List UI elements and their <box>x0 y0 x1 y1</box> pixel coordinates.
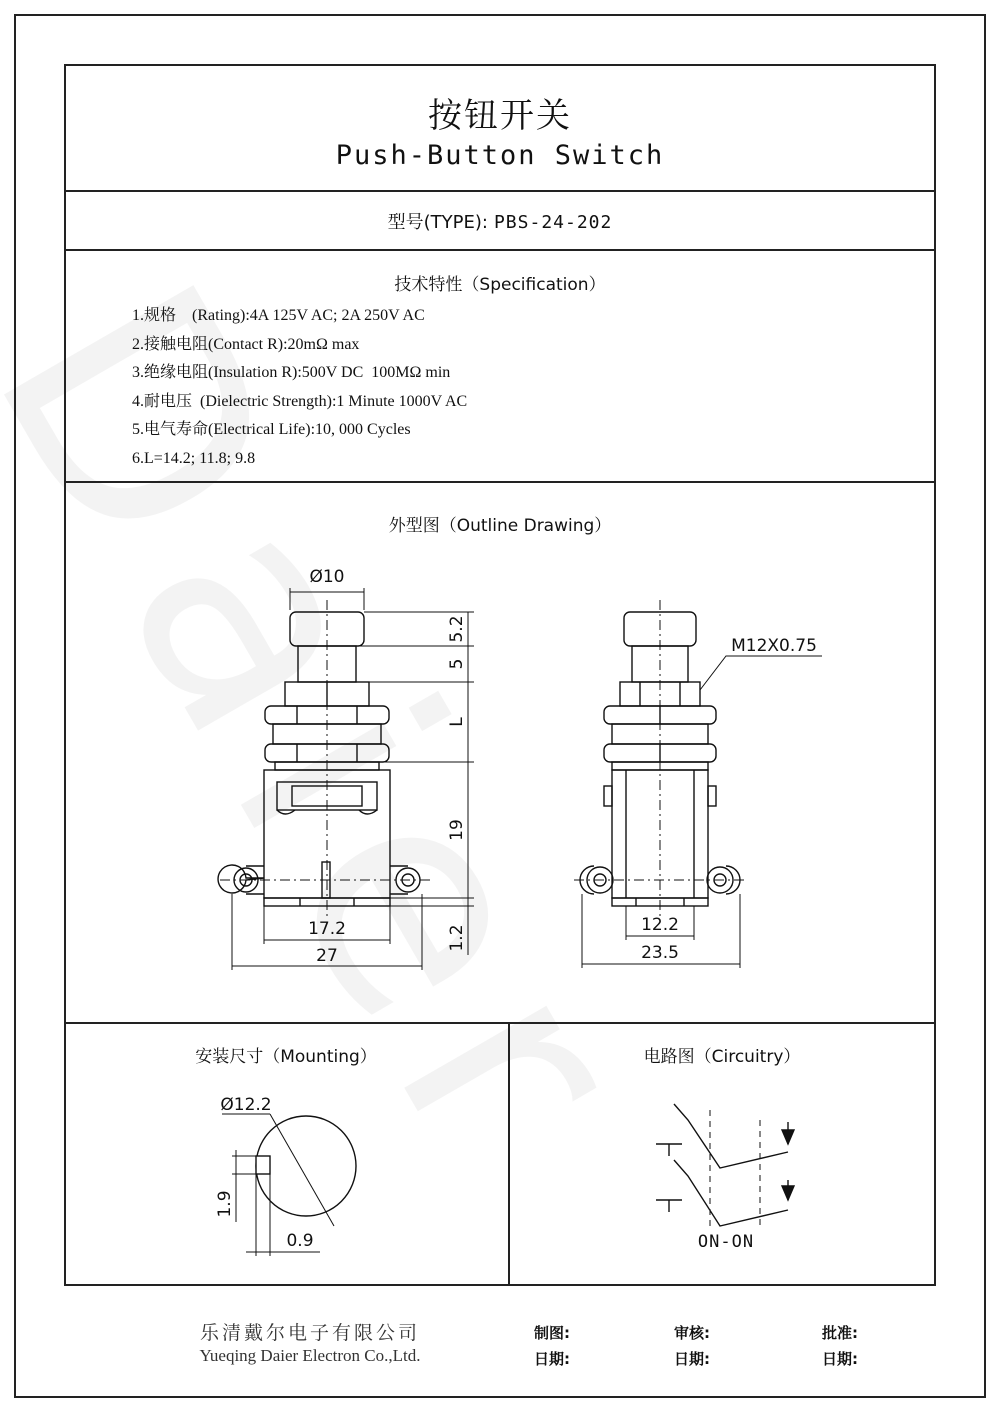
dim-stem-height: 5 <box>447 658 467 670</box>
dim-cap-height: 5.2 <box>447 615 467 643</box>
side-view <box>574 600 746 920</box>
mounting-heading: 安装尺寸（Mounting） <box>195 1047 377 1067</box>
spec-item: 1.规格 (Rating):4A 125V AC; 2A 250V AC <box>132 307 425 324</box>
side-dimensions <box>582 656 822 968</box>
spec-item: 3.绝缘电阻(Insulation R):500V DC 100MΩ min <box>132 364 451 381</box>
circuit-heading: 电路图（Circuitry） <box>643 1047 801 1067</box>
mount-hole <box>256 1116 356 1216</box>
dim-base-height: 1.2 <box>447 924 467 952</box>
title-chinese: 按钮开关 <box>428 96 572 136</box>
approved-by-label: 批准: <box>822 1324 858 1342</box>
type-value: PBS-24-202 <box>493 212 613 233</box>
dim-key-width: 0.9 <box>286 1231 314 1251</box>
date-label: 日期: <box>534 1350 570 1368</box>
dim-inner-width: 17.2 <box>308 919 346 939</box>
date-label: 日期: <box>822 1350 858 1368</box>
company-name-english: Yueqing Daier Electron Co.,Ltd. <box>199 1346 421 1365</box>
dim-thread: M12X0.75 <box>731 636 817 656</box>
front-view <box>218 600 430 920</box>
type-label: 型号(TYPE): <box>387 212 488 233</box>
date-label: 日期: <box>674 1350 710 1368</box>
dim-side-inner-width: 12.2 <box>641 915 679 935</box>
dim-outer-width: 27 <box>316 946 338 966</box>
dim-cap-diameter: Ø10 <box>309 567 345 587</box>
dim-L: L <box>447 717 467 727</box>
dim-side-outer-width: 23.5 <box>641 943 679 963</box>
company-name-chinese: 乐清戴尔电子有限公司 <box>199 1322 420 1344</box>
circuit-label: ON-ON <box>697 1232 755 1252</box>
title-english: Push-Button Switch <box>335 140 665 171</box>
circuit-diagram <box>656 1104 794 1230</box>
outline-heading: 外型图（Outline Drawing） <box>388 516 612 536</box>
dim-hole-diameter: Ø12.2 <box>220 1095 272 1115</box>
dim-body-height: 19 <box>447 819 467 841</box>
spec-item: 4.耐电压 (Dielectric Strength):1 Minute 1000V AC <box>132 392 468 410</box>
spec-heading: 技术特性（Specification） <box>394 275 606 295</box>
reviewed-by-label: 审核: <box>674 1324 710 1342</box>
drawn-by-label: 制图: <box>534 1324 570 1342</box>
spec-item: 2.接触电阻(Contact R):20mΩ max <box>132 335 360 353</box>
spec-item: 6.L=14.2; 11.8; 9.8 <box>132 449 256 467</box>
spec-item: 5.电气寿命(Electrical Life):10, 000 Cycles <box>132 421 411 438</box>
dim-key-height: 1.9 <box>215 1190 235 1218</box>
